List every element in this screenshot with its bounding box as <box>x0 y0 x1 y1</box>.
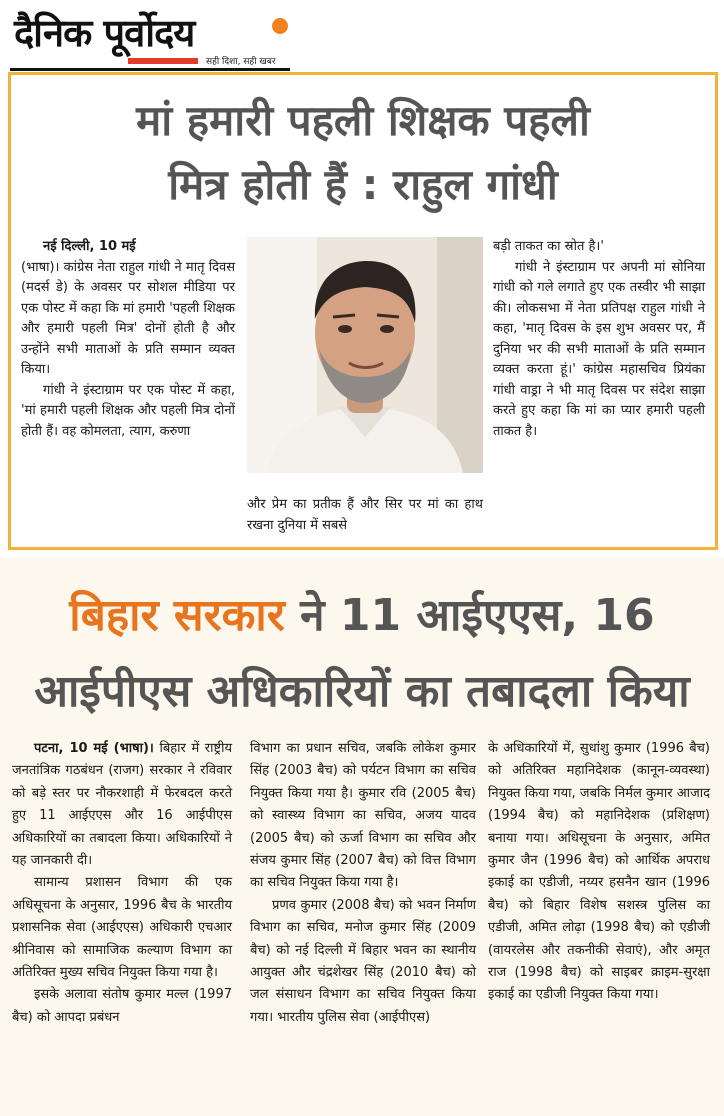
article1-headline <box>11 89 715 217</box>
article2-headline-rest: ने 11 आईएएस, 16 <box>284 590 655 641</box>
article1-dateline: नई दिल्ली, 10 मई <box>43 239 136 254</box>
article2-dateline: पटना, 10 मई (भाषा)। <box>34 741 154 756</box>
article2-column-3 <box>488 738 710 1007</box>
article1-headline-line2: मित्र होती हैं : राहुल गांधी <box>168 160 558 209</box>
masthead-tagline: सही दिशा, सही खबर <box>206 57 276 67</box>
article1-col3-p2: गांधी ने इंस्टाग्राम पर अपनी मां सोनिया गांधी को गले लगाते हुए एक तस्वीर भी साझा की। लोकसभा में नेता प्रतिपक्ष राहुल गांधी ने कहा, 'मातृ दिवस के इस शुभ अवसर पर, मैं दुनिया भर की सभी माताओं के प्रति सम्मान व्यक्त करता हूं।' कांग्रेस महासचिव प्रियंका गांधी वाड्रा ने भी मातृ दिवस पर संदेश साझा करते हुए कहा कि मां का प्यार हमारी पहली ताकत है। <box>493 259 705 439</box>
portrait-icon <box>247 237 483 473</box>
article2-column-1 <box>12 738 232 1029</box>
article2-headline-highlight: बिहार सरकार <box>69 590 285 641</box>
masthead <box>10 6 290 70</box>
article2-col1-p1: बिहार में राष्ट्रीय जनतांत्रिक गठबंधन (राजग) सरकार ने रविवार को बड़े स्तर पर नौकरशाही में फेरबदल करते हुए 11 आईएएस और 16 आईपीएस अधिकारियों का तबादला किया। अधिकारियों ने यह जानकारी दी। <box>12 741 232 869</box>
article2-col2-p1: विभाग का प्रधान सचिव, जबकि लोकेश कुमार सिंह (2003 बैच) को पर्यटन विभाग का सचिव नियुक्त किया गया है। कुमार रवि (2005 बैच) को स्वास्थ्य विभाग का सचिव, अजय यादव (2005 बैच) को ऊर्जा विभाग का सचिव और संजय कुमार सिंह (2007 बैच) को वित्त विभाग का सचिव नियुक्त किया गया है। <box>250 741 476 891</box>
article-rahul-gandhi <box>8 72 718 550</box>
article2-column-2 <box>250 738 476 1029</box>
rahul-gandhi-photo <box>247 237 483 473</box>
article1-column-1 <box>21 237 235 442</box>
article1-col1-p2: गांधी ने इंस्टाग्राम पर एक पोस्ट में कहा, 'मां हमारी पहली शिक्षक और पहली मित्र दोनों होती हैं। वह कोमलता, त्याग, करुणा <box>21 382 235 439</box>
article1-col1-p1: (भाषा)। कांग्रेस नेता राहुल गांधी ने मातृ दिवस (मदर्स डे) के अवसर पर सोशल मीडिया पर एक पोस्ट में कहा कि मां हमारी 'पहली शिक्षक और हमारी पहली मित्र' दोनों होती है और उन्होंने सभी माताओं के प्रति सम्मान व्यक्त किया। <box>21 259 235 377</box>
article1-column-2 <box>247 495 483 536</box>
article2-col1-p3: इसके अलावा संतोष कुमार मल्ल (1997 बैच) को आपदा प्रबंधन <box>12 987 232 1025</box>
logo-dot-icon <box>272 18 288 34</box>
article1-headline-line1: मां हमारी पहली शिक्षक पहली <box>136 96 590 145</box>
article1-col3-p1: बड़ी ताकत का स्रोत है।' <box>493 239 604 254</box>
newspaper-name: दैनिक पूर्वोदय <box>14 11 195 55</box>
article2-col2-p2: प्रणव कुमार (2008 बैच) को भवन निर्माण विभाग का सचिव, मनोज कुमार सिंह (2009 बैच) को नई दिल्ली में बिहार भवन का स्थानीय आयुक्त और चंद्रशेखर सिंह (2010 बैच) को जल संसाधन विभाग का सचिव नियुक्त किया गया। भारतीय पुलिस सेवा (आईपीएस) <box>250 897 476 1025</box>
article2-headline-line2: आईपीएस अधिकारियों का तबादला किया <box>34 666 690 717</box>
article2-col3-p1: के अधिकारियों में, सुधांशु कुमार (1996 बैच) को अतिरिक्त महानिदेशक (कानून-व्यवस्था) नियुक्त किया गया, जबकि निर्मल कुमार आजाद (1994 बैच) को महानिदेशक (प्रशिक्षण) बनाया गया। अधिसूचना के अनुसार, अमित कुमार जैन (1996 बैच) को आर्थिक अपराध इकाई का एडीजी, नय्यर हसनैन खान (1996 बैच) को बिहार विशेष सशस्त्र पुलिस का एडीजी, अमित लोढ़ा (1998 बैच) को एडीजी (वायरलेस और तकनीकी सेवाएं), और अमृत राज (1998 बैच) को साइबर क्राइम-सुरक्षा इकाई का एडीजी नियुक्त किया गया। <box>488 741 710 1003</box>
article2-headline-line1 <box>0 586 724 646</box>
article1-column-3 <box>493 237 705 442</box>
masthead-rule <box>10 68 290 71</box>
article2-col1-p2: सामान्य प्रशासन विभाग की एक अधिसूचना के अनुसार, 1996 बैच के भारतीय प्रशासनिक सेवा (आईएएस) अधिकारी एचआर श्रीनिवास को सामाजिक कल्याण विभाग का अतिरिक्त मुख्य सचिव नियुक्त किया गया है। <box>12 875 232 981</box>
article1-col2-text: और प्रेम का प्रतीक हैं और सिर पर मां का हाथ रखना दुनिया में सबसे <box>247 497 483 533</box>
masthead-red-bar <box>128 58 198 64</box>
